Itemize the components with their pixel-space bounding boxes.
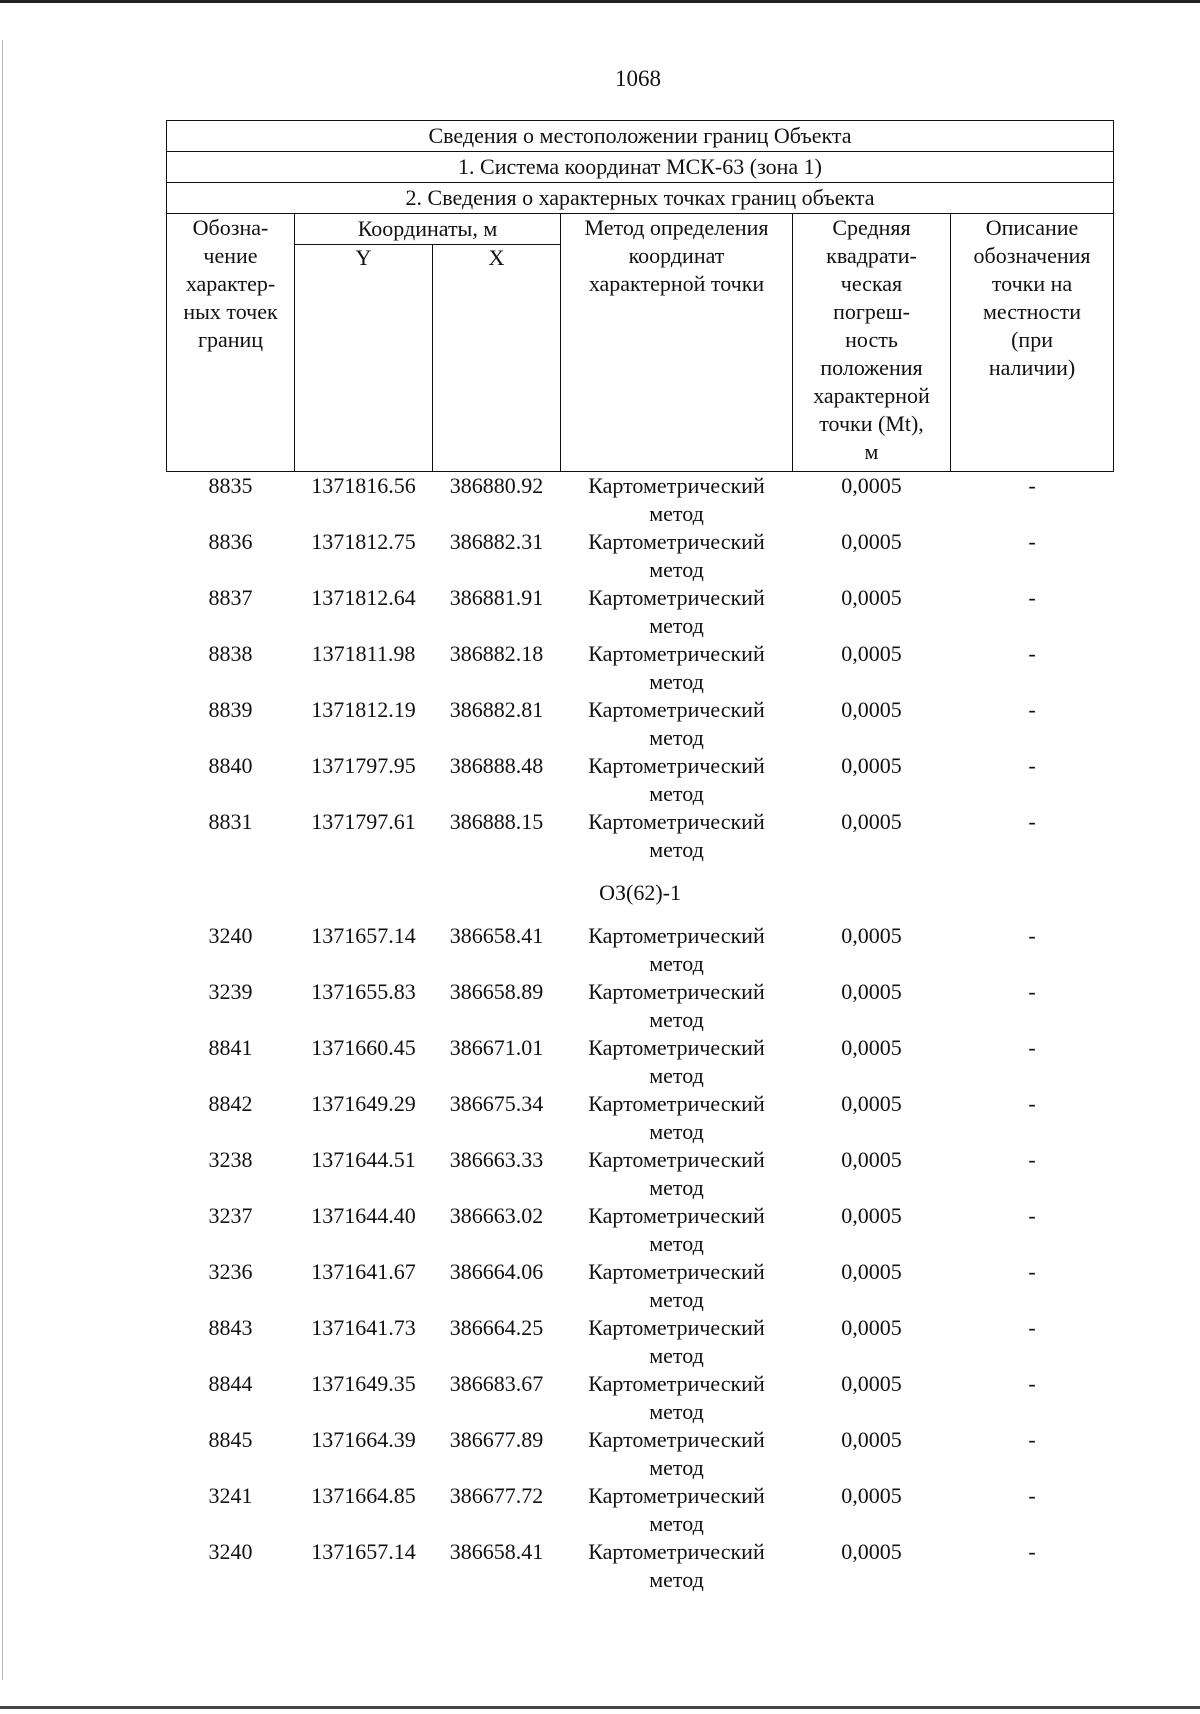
cell-y: 1371797.95 (311, 753, 416, 778)
cell-method-line1: Картометрический (588, 1371, 765, 1396)
cell-error: 0,0005 (841, 753, 902, 778)
cell-desc: - (1028, 1091, 1036, 1116)
scan-edge-left (2, 40, 3, 1680)
cell-method-line1: Картометрический (588, 697, 765, 722)
cell-y: 1371797.61 (311, 809, 416, 834)
section-label: ОЗ(62)-1 (599, 880, 681, 905)
cell-method-line2: метод (649, 781, 704, 806)
cell-method (561, 640, 793, 696)
table-row (167, 1482, 1114, 1538)
cell-method (561, 472, 793, 529)
page-number: 1068 (615, 66, 661, 91)
cell-y: 1371812.64 (311, 585, 416, 610)
cell-error: 0,0005 (841, 809, 902, 834)
cell-x: 386658.41 (449, 923, 544, 948)
cell-desc: - (1028, 1427, 1036, 1452)
cell-method-line2: метод (649, 1343, 704, 1368)
cell-method-line1: Картометрический (588, 1035, 765, 1060)
cell-y: 1371641.67 (311, 1259, 416, 1284)
cell-method-line2: метод (649, 1567, 704, 1592)
cell-desc: - (1028, 809, 1036, 834)
cell-method-line2: метод (649, 951, 704, 976)
cell-y: 1371812.19 (311, 697, 416, 722)
cell-y: 1371644.51 (311, 1147, 416, 1172)
cell-method (561, 1146, 793, 1202)
cell-error: 0,0005 (841, 1147, 902, 1172)
cell-desc: - (1028, 1203, 1036, 1228)
cell-method-line1: Картометрический (588, 979, 765, 1004)
cell-method (561, 1426, 793, 1482)
cell-desc: - (1028, 753, 1036, 778)
scan-edge-bottom (0, 1706, 1200, 1709)
cell-method-line1: Картометрический (588, 1483, 765, 1508)
cell-point: 3240 (208, 923, 253, 948)
cell-method-line2: метод (649, 557, 704, 582)
cell-x: 386888.15 (449, 809, 544, 834)
cell-x: 386664.06 (449, 1259, 544, 1284)
table-row (167, 1370, 1114, 1426)
cell-point: 8835 (208, 473, 253, 498)
cell-point: 3240 (208, 1539, 253, 1564)
col-point-line: характер- (185, 271, 276, 296)
cell-method-line1: Картометрический (588, 1539, 765, 1564)
cell-point: 8841 (208, 1035, 253, 1060)
col-y-header: Y (295, 245, 433, 472)
cell-desc: - (1028, 1315, 1036, 1340)
cell-desc: - (1028, 1259, 1036, 1284)
cell-method (561, 528, 793, 584)
col-error-header (793, 214, 951, 472)
cell-desc: - (1028, 1147, 1036, 1172)
cell-desc: - (1028, 1035, 1036, 1060)
cell-y: 1371811.98 (311, 641, 416, 666)
table-row (167, 1090, 1114, 1146)
cell-method-line1: Картометрический (588, 1091, 765, 1116)
cell-method-line1: Картометрический (588, 641, 765, 666)
cell-error: 0,0005 (841, 1371, 902, 1396)
cell-error: 0,0005 (841, 1035, 902, 1060)
header-subtitle: 2. Сведения о характерных точках границ объекта (167, 183, 1114, 214)
table-row (167, 640, 1114, 696)
col-x-header: X (433, 245, 561, 472)
table-row (167, 584, 1114, 640)
cell-error: 0,0005 (841, 979, 902, 1004)
cell-method-line2: метод (649, 1399, 704, 1424)
col-point-line: ных точек (183, 299, 278, 324)
cell-method-line1: Картометрический (588, 753, 765, 778)
cell-desc: - (1028, 1371, 1036, 1396)
cell-error: 0,0005 (841, 697, 902, 722)
col-point-line: Обозна- (192, 215, 269, 240)
cell-point: 8831 (208, 809, 253, 834)
cell-y: 1371660.45 (311, 1035, 416, 1060)
table-row (167, 1258, 1114, 1314)
table-row (167, 922, 1114, 978)
cell-method-line1: Картометрический (588, 473, 765, 498)
scan-edge-top (0, 0, 1200, 3)
cell-desc: - (1028, 1539, 1036, 1564)
col-error-line: положения (820, 355, 923, 380)
table-row (167, 1426, 1114, 1482)
cell-x: 386882.18 (449, 641, 544, 666)
col-method-line: характерной точки (588, 271, 765, 296)
col-error-line: характерной (813, 383, 930, 408)
cell-y: 1371657.14 (311, 1539, 416, 1564)
cell-y: 1371664.85 (311, 1483, 416, 1508)
header-system-row (167, 152, 1114, 183)
cell-method-line2: метод (649, 613, 704, 638)
cell-x: 386888.48 (449, 753, 544, 778)
cell-method (561, 1090, 793, 1146)
header-title: Сведения о местоположении границ Объекта (167, 121, 1114, 152)
cell-y: 1371644.40 (311, 1203, 416, 1228)
cell-error: 0,0005 (841, 1259, 902, 1284)
cell-y: 1371655.83 (311, 979, 416, 1004)
cell-y: 1371657.14 (311, 923, 416, 948)
cell-x: 386880.92 (449, 473, 544, 498)
cell-error: 0,0005 (841, 585, 902, 610)
col-desc-line: обозначения (973, 243, 1091, 268)
col-desc-line: (при (1011, 327, 1053, 352)
cell-error: 0,0005 (841, 923, 902, 948)
cell-point: 8837 (208, 585, 253, 610)
cell-method-line1: Картометрический (588, 1147, 765, 1172)
header-title-row (167, 121, 1114, 152)
cell-x: 386677.89 (449, 1427, 544, 1452)
col-coords-header: Координаты, м (295, 214, 561, 245)
cell-error: 0,0005 (841, 1203, 902, 1228)
cell-error: 0,0005 (841, 1315, 902, 1340)
cell-method (561, 1034, 793, 1090)
cell-x: 386664.25 (449, 1315, 544, 1340)
col-error-line: точки (Mt), (819, 411, 924, 436)
cell-method-line2: метод (649, 1455, 704, 1480)
cell-method (561, 696, 793, 752)
table-row (167, 1034, 1114, 1090)
header-system: 1. Система координат МСК-63 (зона 1) (167, 152, 1114, 183)
cell-method-line1: Картометрический (588, 1203, 765, 1228)
table-row (167, 752, 1114, 808)
table-row (167, 1146, 1114, 1202)
cell-method-line2: метод (649, 837, 704, 862)
cell-point: 8843 (208, 1315, 253, 1340)
cell-method (561, 1370, 793, 1426)
table-row (167, 1538, 1114, 1594)
cell-method-line1: Картометрический (588, 923, 765, 948)
cell-point: 8840 (208, 753, 253, 778)
cell-method-line1: Картометрический (588, 1259, 765, 1284)
table-row (167, 696, 1114, 752)
cell-error: 0,0005 (841, 473, 902, 498)
table-row (167, 472, 1114, 529)
cell-point: 3238 (208, 1147, 253, 1172)
cell-method-line2: метод (649, 1007, 704, 1032)
cell-desc: - (1028, 697, 1036, 722)
cell-method (561, 1538, 793, 1594)
col-error-line: ческая (840, 271, 903, 296)
cell-method (561, 584, 793, 640)
col-error-line: м (864, 439, 879, 464)
col-error-line: ность (845, 327, 898, 352)
col-method-header (561, 214, 793, 472)
cell-method (561, 1258, 793, 1314)
col-point-header (167, 214, 295, 472)
cell-method-line1: Картометрический (588, 585, 765, 610)
cell-y: 1371812.75 (311, 529, 416, 554)
cell-desc: - (1028, 585, 1036, 610)
cell-desc: - (1028, 979, 1036, 1004)
cell-method-line2: метод (649, 501, 704, 526)
cell-x: 386663.02 (449, 1203, 544, 1228)
cell-point: 8836 (208, 529, 253, 554)
col-desc-line: местности (982, 299, 1082, 324)
col-desc-line: Описание (985, 215, 1079, 240)
cell-method (561, 752, 793, 808)
cell-method (561, 922, 793, 978)
col-desc-header (951, 214, 1114, 472)
table-row (167, 978, 1114, 1034)
col-desc-line: наличии) (988, 355, 1076, 380)
cell-y: 1371649.35 (311, 1371, 416, 1396)
cell-method-line1: Картометрический (588, 1427, 765, 1452)
cell-y: 1371641.73 (311, 1315, 416, 1340)
cell-error: 0,0005 (841, 1091, 902, 1116)
col-point-line: границ (197, 327, 264, 352)
col-point-line: чение (203, 243, 258, 268)
cell-point: 8838 (208, 641, 253, 666)
table-row (167, 1202, 1114, 1258)
cell-x: 386658.41 (449, 1539, 544, 1564)
cell-method-line2: метод (649, 1175, 704, 1200)
cell-y: 1371816.56 (311, 473, 416, 498)
cell-point: 3239 (208, 979, 253, 1004)
cell-error: 0,0005 (841, 1539, 902, 1564)
cell-point: 3241 (208, 1483, 253, 1508)
cell-x: 386658.89 (449, 979, 544, 1004)
cell-x: 386882.31 (449, 529, 544, 554)
cell-method (561, 1202, 793, 1258)
cell-x: 386671.01 (449, 1035, 544, 1060)
cell-method-line1: Картометрический (588, 529, 765, 554)
cell-method-line2: метод (649, 1287, 704, 1312)
cell-method-line2: метод (649, 1511, 704, 1536)
table-row (167, 528, 1114, 584)
cell-method (561, 1482, 793, 1538)
cell-method-line2: метод (649, 725, 704, 750)
cell-point: 8839 (208, 697, 253, 722)
cell-method (561, 1314, 793, 1370)
cell-error: 0,0005 (841, 641, 902, 666)
cell-y: 1371649.29 (311, 1091, 416, 1116)
cell-desc: - (1028, 923, 1036, 948)
cell-method (561, 978, 793, 1034)
cell-point: 8845 (208, 1427, 253, 1452)
col-method-line: Метод определения (584, 215, 769, 240)
section-row (167, 864, 1114, 922)
cell-x: 386677.72 (449, 1483, 544, 1508)
cell-method-line2: метод (649, 669, 704, 694)
cell-method-line2: метод (649, 1231, 704, 1256)
cell-error: 0,0005 (841, 1483, 902, 1508)
cell-point: 8844 (208, 1371, 253, 1396)
cell-x: 386881.91 (449, 585, 544, 610)
col-method-line: координат (628, 243, 725, 268)
col-error-line: квадрати- (826, 243, 917, 268)
cell-method-line2: метод (649, 1063, 704, 1088)
cell-desc: - (1028, 641, 1036, 666)
cell-method-line2: метод (649, 1119, 704, 1144)
table-row (167, 1314, 1114, 1370)
cell-error: 0,0005 (841, 529, 902, 554)
cell-point: 3237 (208, 1203, 253, 1228)
cell-desc: - (1028, 529, 1036, 554)
boundary-points-table (166, 120, 1114, 1594)
header-subtitle-row (167, 183, 1114, 214)
col-error-line: Средняя (832, 215, 911, 240)
cell-point: 3236 (208, 1259, 253, 1284)
table-row (167, 808, 1114, 864)
cell-error: 0,0005 (841, 1427, 902, 1452)
cell-x: 386683.67 (449, 1371, 544, 1396)
column-header-row (167, 214, 1114, 245)
col-desc-line: точки на (991, 271, 1073, 296)
cell-x: 386882.81 (449, 697, 544, 722)
cell-y: 1371664.39 (311, 1427, 416, 1452)
cell-method-line1: Картометрический (588, 809, 765, 834)
cell-method (561, 808, 793, 864)
cell-x: 386675.34 (449, 1091, 544, 1116)
cell-desc: - (1028, 1483, 1036, 1508)
col-error-line: погреш- (833, 299, 910, 324)
cell-x: 386663.33 (449, 1147, 544, 1172)
cell-method-line1: Картометрический (588, 1315, 765, 1340)
cell-desc: - (1028, 473, 1036, 498)
cell-point: 8842 (208, 1091, 253, 1116)
